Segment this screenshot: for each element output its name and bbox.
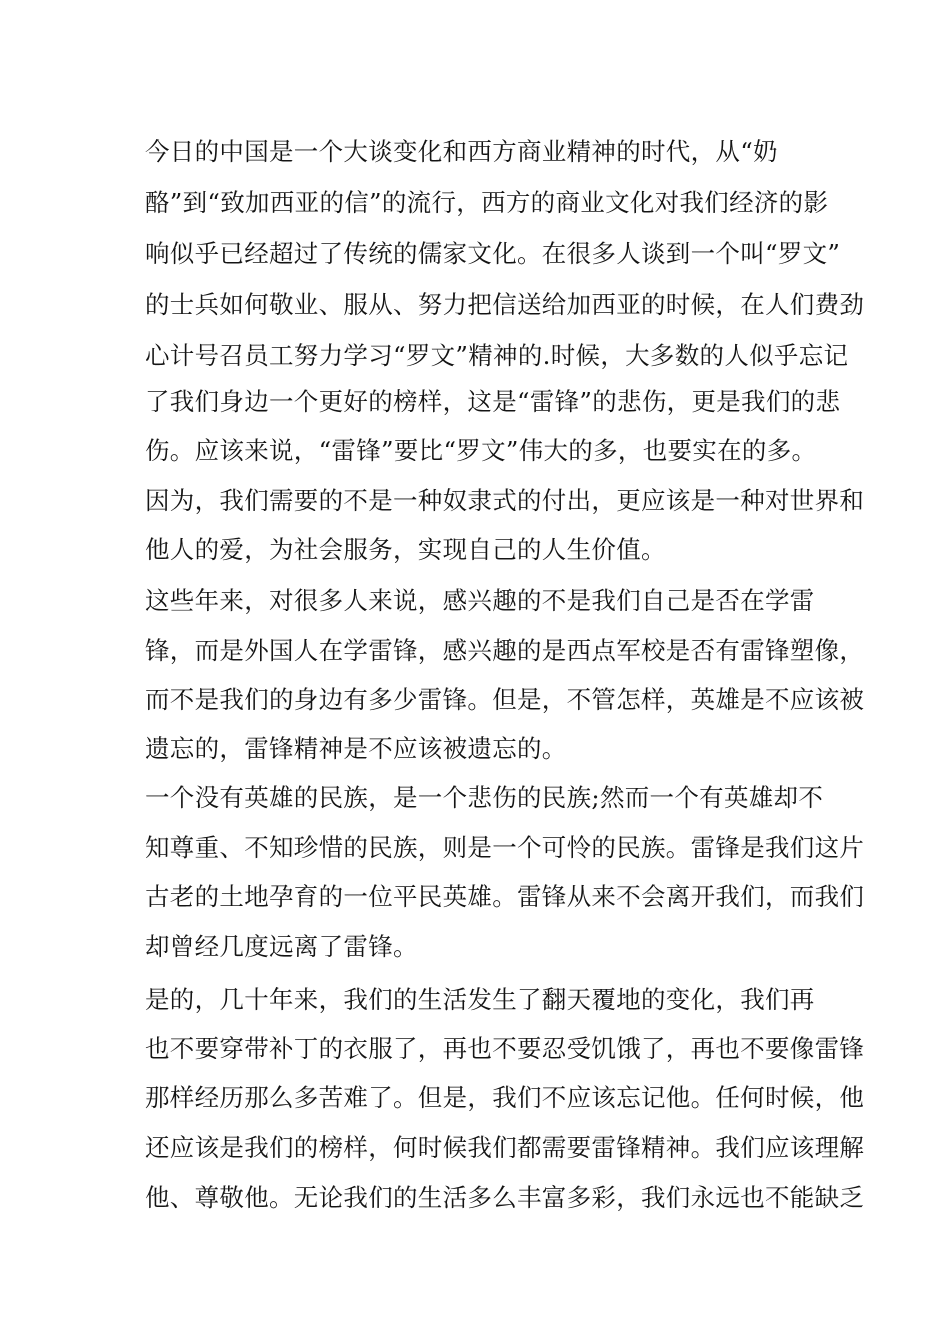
text-line: 了我们身边一个更好的榜样，这是“雷锋”的悲伤，更是我们的悲 — [145, 387, 841, 416]
text-line: 今日的中国是一个大谈变化和西方商业精神的时代，从“奶 — [145, 137, 778, 166]
text-line: 还应该是我们的榜样，何时候我们都需要雷锋精神。我们应该理解 — [145, 1133, 865, 1162]
text-line: 却曾经几度远离了雷锋。 — [145, 932, 418, 961]
text-line: 他人的爱，为社会服务，实现自己的人生价值。 — [145, 535, 666, 564]
text-line: 这些年来，对很多人来说，感兴趣的不是我们自己是否在学雷 — [145, 586, 815, 615]
text-line: 心计号召员工努力学习“罗文”精神的.时候，大多数的人似乎忘记 — [145, 341, 849, 370]
text-line: 因为，我们需要的不是一种奴隶式的付出，更应该是一种对世界和 — [145, 486, 865, 515]
text-line: 是的，几十年来，我们的生活发生了翻天覆地的变化，我们再 — [145, 985, 815, 1014]
text-line: 遗忘的，雷锋精神是不应该被遗忘的。 — [145, 734, 567, 763]
text-line: 酪”到“致加西亚的信”的流行，西方的商业文化对我们经济的影 — [145, 188, 829, 217]
text-line: 一个没有英雄的民族，是一个悲伤的民族;然而一个有英雄却不 — [145, 783, 824, 812]
text-line: 响似乎已经超过了传统的儒家文化。在很多人谈到一个叫“罗文” — [145, 239, 841, 268]
text-line: 也不要穿带补丁的衣服了，再也不要忍受饥饿了，再也不要像雷锋 — [145, 1034, 865, 1063]
text-line: 的士兵如何敬业、服从、努力把信送给加西亚的时候，在人们费劲 — [145, 290, 865, 319]
text-line: 知尊重、不知珍惜的民族，则是一个可怜的民族。雷锋是我们这片 — [145, 833, 865, 862]
text-line: 锋，而是外国人在学雷锋，感兴趣的是西点军校是否有雷锋塑像， — [145, 636, 865, 665]
text-line: 而不是我们的身边有多少雷锋。但是，不管怎样，英雄是不应该被 — [145, 685, 865, 714]
text-line: 伤。应该来说，“雷锋”要比“罗文”伟大的多，也要实在的多。 — [145, 436, 817, 465]
text-line: 他、尊敬他。无论我们的生活多么丰富多彩，我们永远也不能缺乏 — [145, 1183, 865, 1212]
text-line: 古老的土地孕育的一位平民英雄。雷锋从来不会离开我们，而我们 — [145, 882, 865, 911]
text-line: 那样经历那么多苦难了。但是，我们不应该忘记他。任何时候，他 — [145, 1083, 865, 1112]
